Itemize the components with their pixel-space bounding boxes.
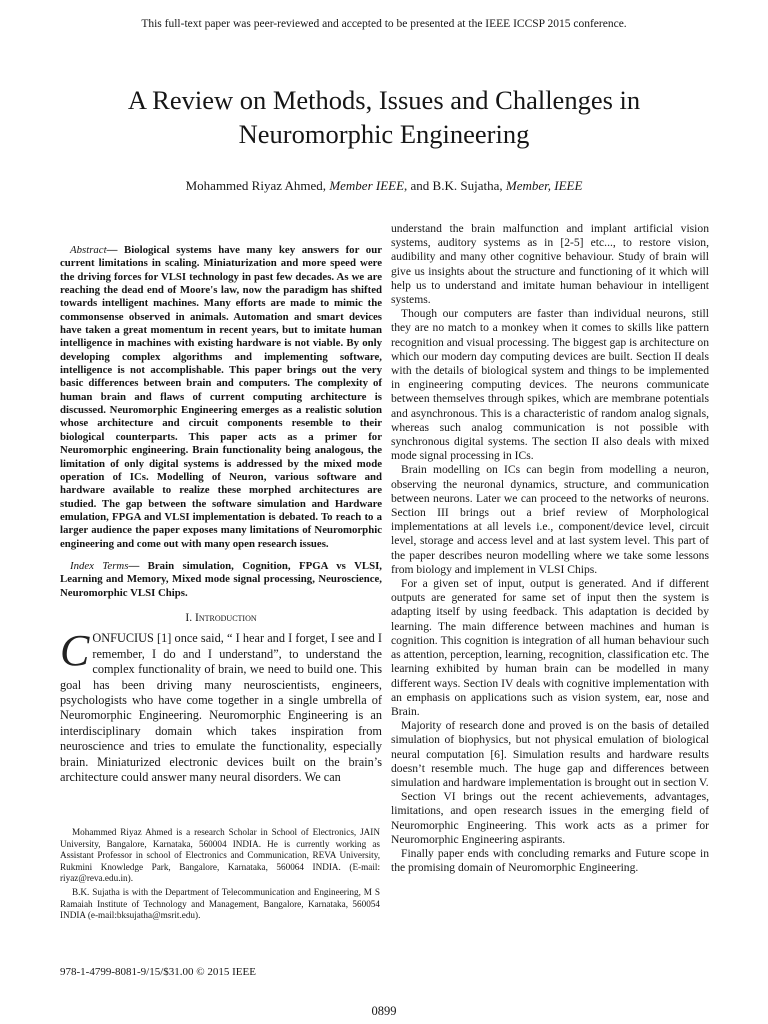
paragraph: understand the brain malfunction and implant artificial vision systems, auditory systems as in [2-5] etc..., to restore vision, audibility and many other cognitive behaviour. Study of brain will give us insights about the structure and functioning of it which will help us to understand and imitate human behaviour in intelligent systems. <box>391 222 709 307</box>
drop-cap: C <box>60 626 90 676</box>
section-heading-introduction <box>60 611 382 625</box>
author-2-role: Member, IEEE <box>505 178 583 193</box>
paragraph: Section VI brings out the recent achievements, advantages, limitations, and open research issues in the emerging field of Neuromorphic Engineering. This work acts as a primer for Neuromorphic Engineering aspirants. <box>391 790 709 846</box>
conference-header-note: This full-text paper was peer-reviewed and accepted to be presented at the IEEE ICCSP 2015 conference. <box>141 18 627 30</box>
index-terms <box>60 560 382 600</box>
introduction-text: ONFUCIUS [1] once said, “ I hear and I forget, I see and I remember, I do and I understand”, to understand the complex functionality of brain, we need to build one. This goal has been driving many neuroscientists, engineers, psychologists who have come together in a single umbrella of Neuromorphic Engineering. Neuromorphic Engineering is an interdisciplinary domain which takes inspiration from neuroscience and tries to emulate the functionality, especially brain. Miniaturized electronic devices built on the brain’s architecture could answer many neural disorders. We can <box>60 631 382 784</box>
page-number: 0899 <box>371 1004 397 1018</box>
author-1-role: Member IEEE <box>329 178 405 193</box>
copyright-notice: 978-1-4799-8081-9/15/$31.00 © 2015 IEEE <box>60 966 256 978</box>
abstract-label: Abstract <box>70 244 107 256</box>
paragraph: Majority of research done and proved is on the basis of detailed simulation of biophysics, but not physical emulation of biological neural computation [6]. Simulation results and hardware results doesn’t resemble much. The huge gap and differences between simulation and hardware implementation is brought out in section V. <box>391 719 709 789</box>
left-column <box>60 244 382 785</box>
paragraph: Finally paper ends with concluding remarks and Future scope in the promising domain of Neuromorphic Engineering. <box>391 846 709 875</box>
paragraph: Brain modelling on ICs can begin from modelling a neuron, observing the neuronal dynamics, structure, and communication between neurons. Later we can proceed to the networks of neurons. Section III brings out a brief review of Morphological implementations at all levels i.e., component/device level, circuit level, storage and access level and at last system level. This part of the paper describes neuron modelling where we take some lessons from biology and implement in VLSI Chips. <box>391 463 709 576</box>
index-terms-label: Index Terms <box>70 559 129 572</box>
right-column <box>391 222 709 875</box>
section-title: Introduction <box>195 611 257 625</box>
section-number: I. <box>185 611 196 625</box>
paper-title: A Review on Methods, Issues and Challenges in Neuromorphic Engineering <box>127 85 641 149</box>
introduction-paragraph <box>60 626 382 785</box>
footnote-author-2: B.K. Sujatha is with the Department of Telecommunication and Engineering, M S Ramaiah Institute of Technology and Management, Bangalore, Karnataka, 560054 INDIA (e-mail:bksujatha@msrit.edu). <box>60 886 380 921</box>
index-terms-text: — Brain simulation, Cognition, FPGA vs VLSI, Learning and Memory, Mixed mode signal processing, Neuroscience, Neuromorphic VLSI Chips. <box>60 559 382 599</box>
author-1-name: Mohammed Riyaz Ahmed, <box>185 178 330 193</box>
author-footnotes <box>60 827 380 924</box>
abstract <box>60 244 382 551</box>
author-separator: , and B.K. Sujatha, <box>404 178 506 193</box>
footnote-author-1: Mohammed Riyaz Ahmed is a research Scholar in School of Electronics, JAIN University, Bangalore, Karnataka, 560004 INDIA. He is currently working as Assistant Professor in school of Electronics and Communication, REVA University, Rukmini Knowledge Park, Bangalore, Karnataka, 560064 INDIA. (E-mail: riyaz@reva.edu.in). <box>60 827 380 884</box>
abstract-text: — Biological systems have many key answers for our current limitations in scaling. Miniaturization and more speed were the driving forces for VLSI technology in past few decades. As we are reaching the dead end of Moore's law, now the paradigm has shifted towards intelligent machines. Many efforts are made to mimic the commonsense observed in animals. Automation and smart devices have taken a great momentum in recent years, but to imitate human intelligence in machines with existing hardware is not viable. By only developing complex algorithms and implementing software, intelligence is not accomplishable. This paper brings out the very basic differences between brain and computers. The complexity of human brain and flaws of current computing architecture is discussed. Neuromorphic Engineering emerges as a realistic solution whose architecture and circuit components resemble to their biological counterparts. This paper acts as a primer for Neuromorphic engineering. Brain functionality being analogous, the limitation of only digital systems is addressed by the mixed mode operation of ICs. Modelling of Neuron, various software and hardware available to realize these morphed architectures are studied. The gap between the software simulation and Hardware emulation, FPGA and VLSI implementation is debated. To reach to a larger audience the paper exposes many limitations of Neuromorphic engineering and come out with many open research issues. <box>60 244 382 550</box>
author-line <box>0 178 768 194</box>
paragraph: Though our computers are faster than individual neurons, still they are no match to a monkey when it comes to skills like pattern recognition and visual processing. The biggest gap is architecture on which our modern day computing devices are built. Section II deals with the details of biological system and things to be implemented in engineering computing devices. The neurons communicate between themselves through spikes, which are membrane potentials and asynchronous. This is a characteristic of random analog signals, whereas such analog communication is not possible with synchronous digital systems. The section II also deals with mixed mode signal processing in ICs. <box>391 307 709 463</box>
paragraph: For a given set of input, output is generated. And if different outputs are generated for same set of input then the system is adapting itself by using feedback. This adaptation is decided by learning. The main difference between machines and human is cognition. This cognition is integration of all human behaviour such as attention, perception, learning, recognition, classification etc. The learning exhibited by human brain can be modelled in many different ways. Section IV deals with cognitive implementation with an emphasis on applications such as vision system, ear, nose and Brain. <box>391 577 709 718</box>
